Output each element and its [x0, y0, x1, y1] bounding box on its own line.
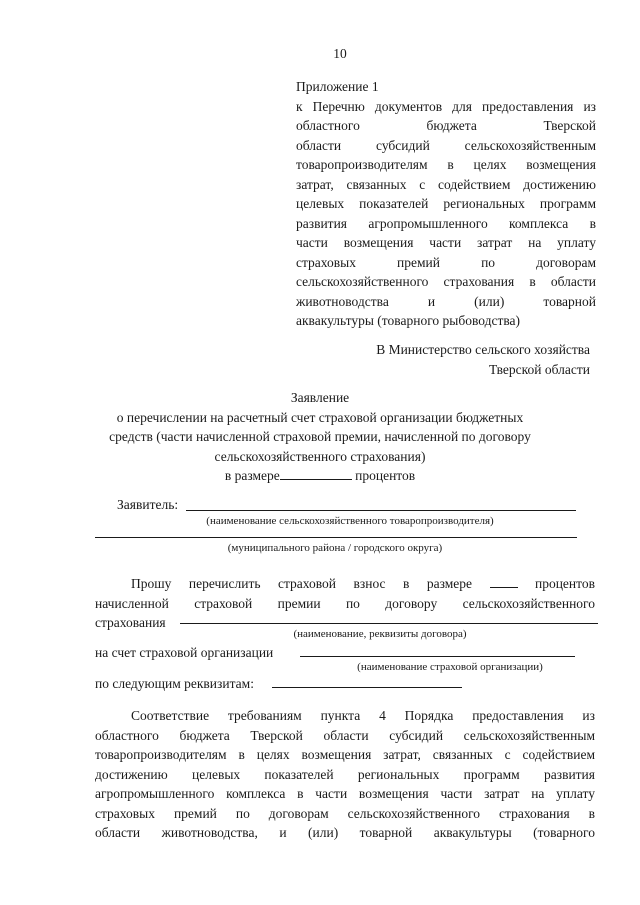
appendix-line: аквакультуры (товарного рыбоводства) [296, 313, 521, 328]
appendix-line: сельскохозяйственного страхования в области [296, 274, 596, 289]
request-line-2: начисленной страховой премии по договору сельскохозяйственного [95, 595, 595, 611]
appendix-line: животноводства и (или) товарной [296, 293, 596, 309]
appendix-line: товаропроизводителям в целях возмещения [296, 157, 596, 172]
district-field[interactable] [95, 537, 577, 538]
request-line-3: страхования [95, 615, 166, 630]
statement-title: Заявление [290, 390, 350, 405]
compliance-line: товаропроизводителям в целях возмещения затрат, связанных с содействием [95, 747, 595, 762]
appendix-line: областного бюджета Тверской [296, 118, 596, 133]
appendix-block [296, 77, 596, 331]
district-hint: (муниципального района / городского округа) [227, 542, 443, 554]
compliance-line: достижению целевых показателей региональных программ развития [95, 766, 595, 782]
details-field[interactable] [272, 687, 462, 688]
page-number: 10 [333, 46, 347, 61]
details-label: по следующим реквизитам: [95, 676, 254, 691]
appendix-line: целевых показателей региональных программ [296, 196, 596, 211]
statement-size-prefix: в размере [224, 468, 280, 483]
statement-size-suffix: процентов [355, 468, 416, 483]
addressee-line: В Министерство сельского хозяйства [376, 342, 590, 357]
appendix-line: затрат, связанных с содействием достижению [296, 176, 596, 192]
statement-line: сельскохозяйственного страхования) [214, 448, 426, 464]
account-label: на счет страховой организации [95, 645, 274, 660]
applicant-name-field[interactable] [186, 510, 576, 511]
addressee [300, 340, 590, 379]
request-line-1: Прошу перечислить страховой взнос в размере процентов [131, 576, 595, 591]
statement-line: средств (части начисленной страховой премии, начисленной по договору [109, 429, 531, 444]
appendix-line: развития агропромышленного комплекса в [296, 215, 596, 231]
statement-block [60, 388, 580, 486]
appendix-line: к Перечню документов для предоставления из [296, 98, 596, 114]
compliance-line: областного бюджета Тверской области субсидий сельскохозяйственным [95, 727, 595, 743]
contract-hint: (наименование, реквизиты договора) [293, 628, 467, 640]
compliance-line: области животноводства, и (или) товарной аквакультуры (товарного [95, 825, 595, 840]
compliance-paragraph [95, 706, 595, 843]
appendix-line: части возмещения части затрат на уплату [296, 235, 596, 250]
appendix-line: страховых премий по договорам [296, 254, 596, 270]
compliance-line: агропромышленного комплекса в части возмещения части затрат на уплату [95, 786, 595, 801]
statement-line: о перечислении на расчетный счет страховой организации бюджетных [116, 409, 524, 425]
insurer-hint: (наименование страховой организации) [357, 661, 543, 673]
applicant-hint: (наименование сельскохозяйственного товаропроизводителя) [206, 515, 494, 527]
compliance-line: Соответствие требованиям пункта 4 Порядка предоставления из [131, 708, 595, 723]
contract-field[interactable] [180, 623, 598, 624]
statement-size [60, 466, 580, 486]
appendix-line: области субсидий сельскохозяйственным [296, 137, 596, 153]
percent-blank[interactable] [280, 466, 352, 480]
insurer-field[interactable] [300, 656, 575, 657]
compliance-line: страховых премий по договорам сельскохозяйственного страхования в [95, 805, 595, 821]
premium-percent-blank[interactable] [490, 574, 518, 588]
addressee-line: Тверской области [489, 361, 590, 377]
applicant-label: Заявитель: [117, 497, 179, 512]
appendix-title: Приложение 1 [296, 79, 379, 94]
